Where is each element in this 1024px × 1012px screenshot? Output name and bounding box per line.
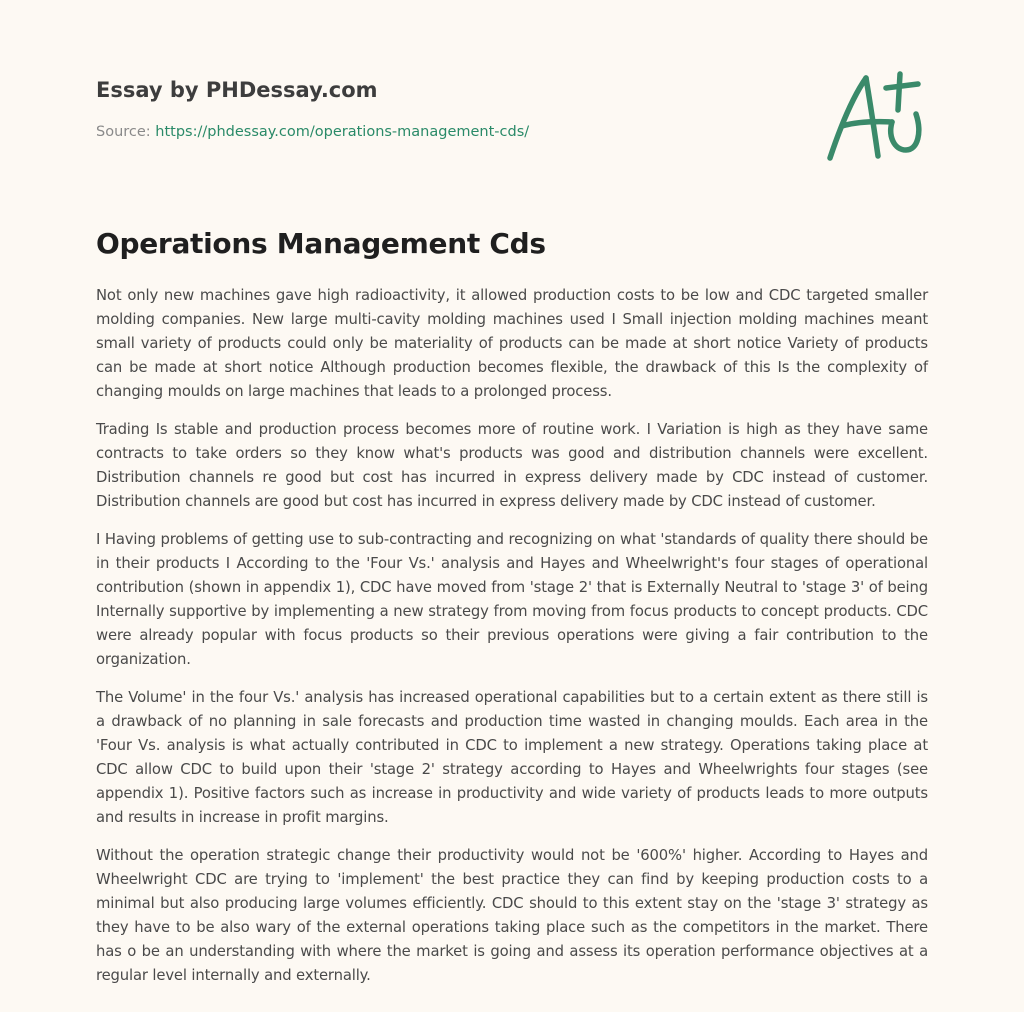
source-line <box>96 122 796 142</box>
source-link[interactable]: https://phdessay.com/operations-management-cds/ <box>155 124 530 140</box>
essay-title: Operations Management Cds <box>96 227 546 260</box>
essay-paragraph-5: Without the operation strategic change their productivity would not be '600%' higher. According to Hayes and Wheelwright CDC are trying to 'implement' the best practice they can find by keeping production costs to a minimal but also producing large volumes efficiently. CDC should to this extent stay on the 'stage 3' strategy as they have to be also wary of the external operations taking place such as the competitors in the market. There has o be an understanding with where the market is going and assess its operation performance objectives at a regular level internally and externally. <box>96 847 928 984</box>
essay-paragraph-4: The Volume' in the four Vs.' analysis has increased operational capabilities but to a certain extent as there still is a drawback of no planning in sale forecasts and production time wasted in changing moulds. Each area in the 'Four Vs. analysis is what actually contributed in CDC to implement a new strategy. Operations taking place at CDC allow CDC to build upon their 'stage 2' strategy according to Hayes and Wheelwrights four stages (see appendix 1). Positive factors such as increase in productivity and wide variety of products leads to more outputs and results in increase in profit margins. <box>96 689 928 826</box>
essay-paragraph-1: Not only new machines gave high radioactivity, it allowed production costs to be low and CDC targeted smaller molding companies. New large multi-cavity molding machines used I Small injection molding machines meant small variety of products could only be materiality of products can be made at short notice Variety of products can be made at short notice Although production becomes flexible, the drawback of this Is the complexity of changing moulds on large machines that leads to a prolonged process. <box>96 287 928 400</box>
source-label: Source: <box>96 124 156 140</box>
a-plus-grade-icon <box>822 66 932 166</box>
essay-paragraph-2: Trading Is stable and production process becomes more of routine work. I Variation is high as they have same contracts to take orders so they know what's products was good and distribution channels were excellent. Distribution channels re good but cost has incurred in express delivery made by CDC instead of customer. Distribution channels are good but cost has incurred in express delivery made by CDC instead of customer. <box>96 421 928 510</box>
site-header <box>96 74 796 142</box>
site-title: Essay by PHDessay.com <box>96 78 378 102</box>
essay-body <box>96 284 928 1002</box>
essay-paragraph-3: I Having problems of getting use to sub-contracting and recognizing on what 'standards of quality there should be in their products I According to the 'Four Vs.' analysis and Hayes and Wheelwright's four stages of operational contribution (shown in appendix 1), CDC have moved from 'stage 2' that is Externally Neutral to 'stage 3' of being Internally supportive by implementing a new strategy from moving from focus products to concept products. CDC were already popular with focus products so their previous operations were giving a fair contribution to the organization. <box>96 531 928 668</box>
